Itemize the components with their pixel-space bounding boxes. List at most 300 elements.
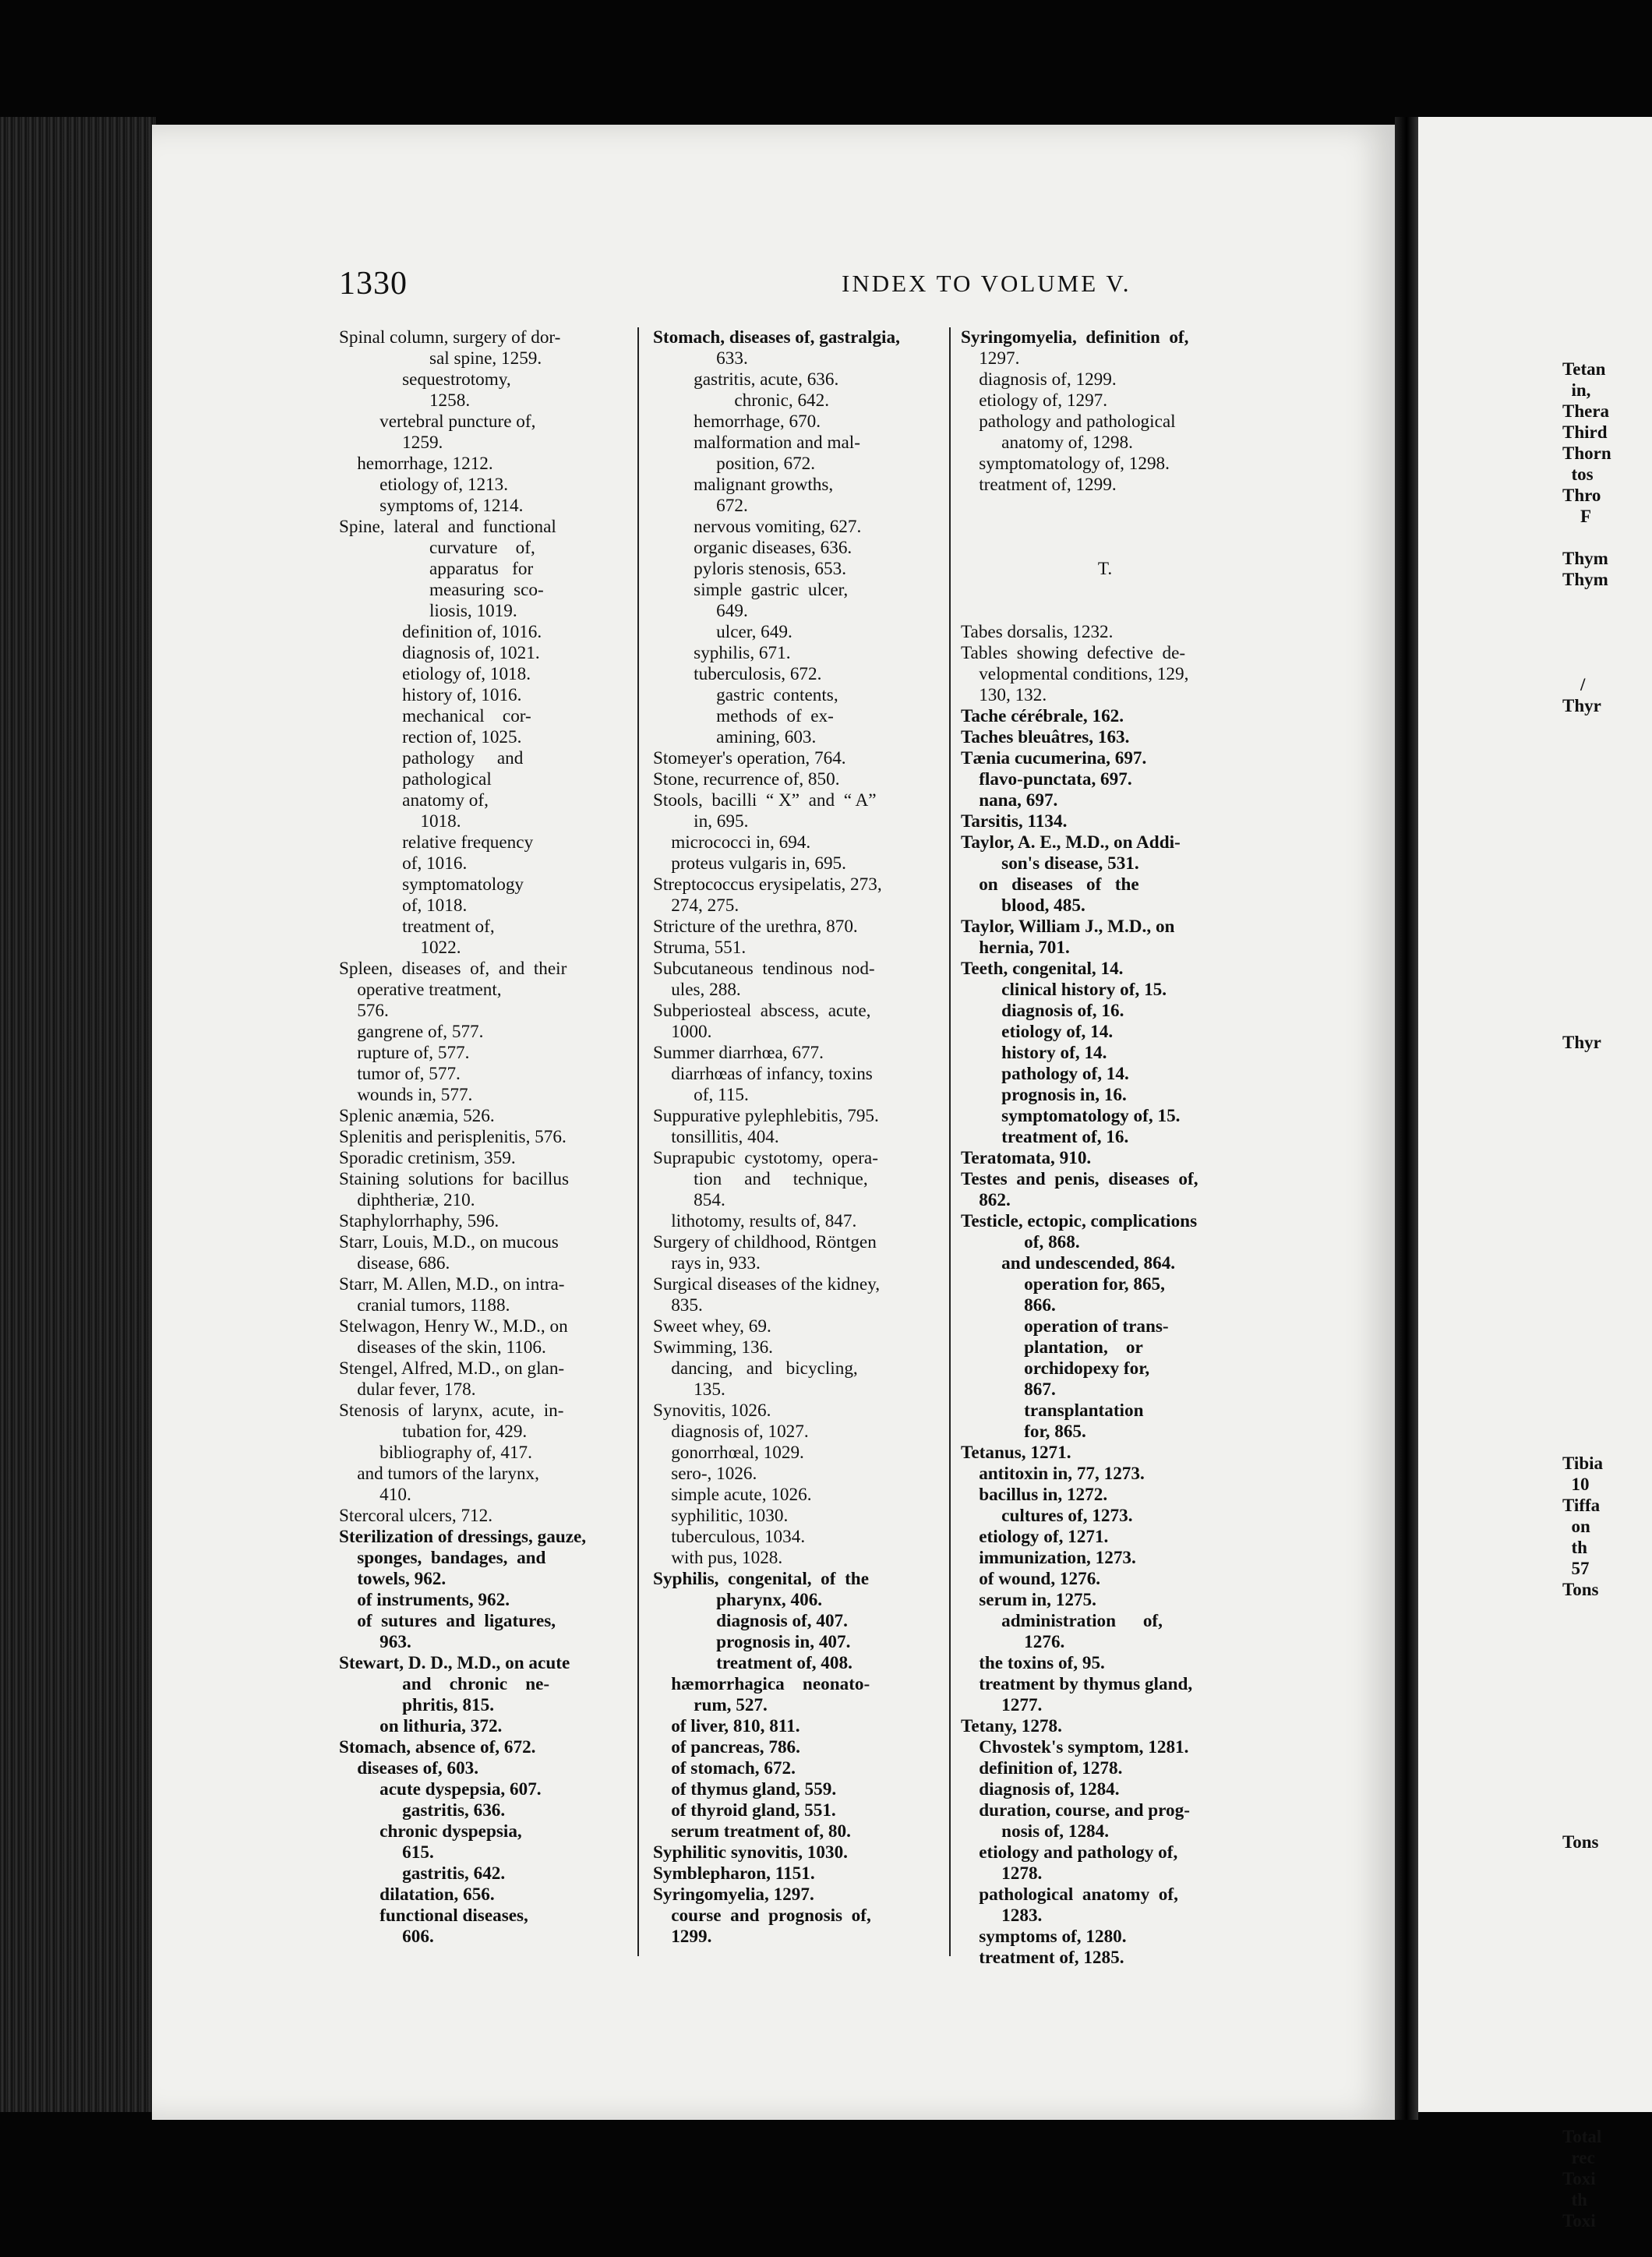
index-entry: organic diseases, 636. — [653, 538, 852, 558]
facing-page-fragment: F — [1562, 507, 1592, 526]
index-entry: etiology of, 1213. — [339, 475, 509, 495]
index-entry: rum, 527. — [653, 1695, 768, 1715]
index-entry: 867. — [961, 1379, 1056, 1400]
index-entry: of thyroid gland, 551. — [653, 1800, 836, 1821]
index-entry: of, 1018. — [339, 895, 468, 916]
index-entry: simple gastric ulcer, — [653, 580, 849, 600]
index-entry: syphilis, 671. — [653, 643, 791, 663]
index-entry: Suppurative pylephlebitis, 795. — [653, 1106, 879, 1126]
facing-page-fragment — [1562, 842, 1652, 864]
index-entry: treatment of, 1285. — [961, 1948, 1124, 1968]
facing-page-fragment — [1562, 1242, 1652, 1263]
index-entry: micrococci in, 694. — [653, 832, 811, 853]
index-entry: etiology of, 1297. — [961, 390, 1108, 411]
index-entry: Stercoral ulcers, 712. — [339, 1506, 493, 1526]
index-entry: of wound, 1276. — [961, 1569, 1101, 1589]
facing-page-fragment — [1562, 1895, 1652, 1916]
index-entry: in, 695. — [653, 811, 749, 832]
index-entry: Starr, Louis, M.D., on mucous — [339, 1232, 559, 1252]
index-entry: Stengel, Alfred, M.D., on glan- — [339, 1358, 565, 1379]
index-entry: symptomatology of, 15. — [961, 1106, 1181, 1126]
facing-page-fragment — [1562, 1621, 1652, 1642]
index-entry: Teeth, congenital, 14. — [961, 959, 1124, 979]
index-entry: 1018. — [339, 811, 461, 832]
index-entry: treatment of, 16. — [961, 1127, 1129, 1147]
facing-page-fragment — [1562, 737, 1652, 758]
facing-page-fragment — [1562, 1958, 1652, 1979]
facing-page-fragment — [1562, 2084, 1652, 2105]
index-entry: operation of trans- — [961, 1316, 1169, 1337]
facing-page-fragment: Third — [1562, 422, 1608, 442]
index-entry: bacillus in, 1272. — [961, 1485, 1108, 1505]
index-entry: 135. — [653, 1379, 725, 1400]
index-entry: disease, 686. — [339, 1253, 450, 1273]
index-entry: clinical history of, 15. — [961, 980, 1167, 1000]
facing-page-fragment — [1562, 1158, 1652, 1179]
index-entry: Stelwagon, Henry W., M.D., on — [339, 1316, 568, 1337]
index-entry: orchidopexy for, — [961, 1358, 1150, 1379]
index-entry: symptomatology of, 1298. — [961, 454, 1170, 474]
index-entry: lithotomy, results of, 847. — [653, 1211, 857, 1231]
index-entry: serum treatment of, 80. — [653, 1821, 851, 1842]
facing-page-fragment — [1562, 632, 1652, 653]
index-entry: Tetanus, 1271. — [961, 1443, 1071, 1463]
facing-page-fragment — [1562, 1221, 1652, 1242]
index-entry: Sporadic cretinism, 359. — [339, 1148, 516, 1168]
index-entry: rays in, 933. — [653, 1253, 761, 1273]
facing-page-fragment — [1562, 948, 1652, 969]
index-entry: nana, 697. — [961, 790, 1058, 811]
index-entry: bibliography of, 417. — [339, 1443, 532, 1463]
index-entry: 1000. — [653, 1022, 712, 1042]
index-entry: blood, 485. — [961, 895, 1085, 916]
index-entry: plantation, or — [961, 1337, 1143, 1358]
facing-page-fragment: 57 — [1562, 1559, 1590, 1578]
index-entry: functional diseases, — [339, 1906, 528, 1926]
facing-page-fragment — [1562, 1053, 1652, 1074]
index-entry: treatment of, — [339, 917, 495, 937]
facing-page-fragment: Toxi — [1562, 2169, 1596, 2188]
page-number: 1330 — [339, 266, 408, 302]
index-entry: cultures of, 1273. — [961, 1506, 1133, 1526]
index-entry: symptomatology — [339, 874, 524, 895]
index-entry: Staphylorrhaphy, 596. — [339, 1211, 499, 1231]
index-entry: Suprapubic cystotomy, opera- — [653, 1148, 878, 1168]
index-entry: and tumors of the larynx, — [339, 1464, 539, 1484]
facing-page-fragment — [1562, 1411, 1652, 1432]
facing-page-fragment — [1562, 2063, 1652, 2084]
facing-page-fragment — [1562, 1810, 1652, 1831]
index-entry: pathology of, 14. — [961, 1064, 1129, 1084]
facing-page-fragment: on — [1562, 1517, 1590, 1536]
facing-page-fragment — [1562, 1979, 1652, 2000]
facing-page-fragment: Thorn — [1562, 443, 1611, 463]
facing-page-fragment: Tiffa — [1562, 1496, 1601, 1515]
facing-page-fragment — [1562, 1011, 1652, 1032]
index-entry: 963. — [339, 1632, 411, 1652]
index-entry: pathological anatomy of, — [961, 1884, 1178, 1905]
index-entry: gastritis, 636. — [339, 1800, 506, 1821]
index-entry: treatment of, 1299. — [961, 475, 1117, 495]
index-entry: pathology and pathological — [961, 411, 1176, 432]
index-entry: Stone, recurrence of, 850. — [653, 769, 840, 789]
index-entry: ules, 288. — [653, 980, 741, 1000]
index-entry: Sterilization of dressings, gauze, — [339, 1527, 587, 1547]
index-entry: sequestrotomy, — [339, 369, 511, 390]
index-entry: operation for, 865, — [961, 1274, 1165, 1295]
facing-page-fragment — [1562, 1663, 1652, 1684]
facing-page-fragment: Tons — [1562, 1832, 1599, 1852]
facing-page-fragment — [1562, 1347, 1652, 1369]
index-entry: flavo-punctata, 697. — [961, 769, 1132, 789]
index-entry: symptoms of, 1280. — [961, 1927, 1127, 1947]
index-entry: Taylor, A. E., M.D., on Addi- — [961, 832, 1181, 853]
index-entry: of liver, 810, 811. — [653, 1716, 800, 1736]
index-entry: Tetany, 1278. — [961, 1716, 1062, 1736]
index-entry: methods of ex- — [653, 706, 834, 726]
index-entry: 1277. — [961, 1695, 1043, 1715]
index-entry: Surgery of childhood, Röntgen — [653, 1232, 877, 1252]
index-entry: 1259. — [339, 433, 443, 453]
index-entry: and undescended, 864. — [961, 1253, 1176, 1273]
index-entry: Syphilitic synovitis, 1030. — [653, 1842, 848, 1863]
index-entry: curvature of, — [339, 538, 535, 558]
facing-page-fragment — [1562, 1642, 1652, 1663]
index-entry: of thymus gland, 559. — [653, 1779, 837, 1800]
index-entry: pharynx, 406. — [653, 1590, 823, 1610]
index-entry: Splenitis and perisplenitis, 576. — [339, 1127, 567, 1147]
index-entry: son's disease, 531. — [961, 853, 1139, 874]
facing-page-fragment: 10 — [1562, 1475, 1590, 1494]
facing-page-fragment — [1562, 1305, 1652, 1326]
facing-page-fragment — [1562, 885, 1652, 906]
index-entry: Struma, 551. — [653, 938, 747, 958]
index-entry: Spine, lateral and functional — [339, 517, 556, 537]
index-entry: diagnosis of, 1027. — [653, 1422, 809, 1442]
index-entry: mechanical cor- — [339, 706, 531, 726]
index-entry: with pus, 1028. — [653, 1548, 783, 1568]
index-entry: Testicle, ectopic, complications — [961, 1211, 1198, 1231]
facing-page-fragment: in, — [1562, 380, 1591, 400]
facing-page-fragment — [1562, 1684, 1652, 1705]
index-entry: 606. — [339, 1927, 434, 1947]
facing-page-fragment — [1562, 779, 1652, 800]
index-entry: wounds in, 577. — [339, 1085, 473, 1105]
index-entry: etiology of, 1018. — [339, 664, 531, 684]
facing-page-entries — [1562, 359, 1652, 2231]
index-entry: course and prognosis of, — [653, 1906, 871, 1926]
index-entry: 1297. — [961, 348, 1020, 369]
index-entry: Streptococcus erysipelatis, 273, — [653, 874, 882, 895]
index-entry: Taylor, William J., M.D., on — [961, 917, 1175, 937]
facing-page-fragment — [1562, 1179, 1652, 1200]
facing-page-fragment: th — [1562, 1538, 1587, 1557]
index-entry: Chvostek's symptom, 1281. — [961, 1737, 1189, 1757]
facing-page-fragment: / — [1562, 675, 1586, 694]
index-column-1 — [339, 327, 627, 1948]
index-entry: sero-, 1026. — [653, 1464, 757, 1484]
facing-page-fragment — [1562, 1074, 1652, 1095]
facing-page-fragment: rec — [1562, 2148, 1595, 2167]
index-entry: hemorrhage, 1212. — [339, 454, 493, 474]
index-entry: malformation and mal- — [653, 433, 860, 453]
index-entry: gastritis, acute, 636. — [653, 369, 839, 390]
index-entry: hernia, 701. — [961, 938, 1070, 958]
facing-page-fragment — [1562, 1937, 1652, 1958]
facing-page-fragment — [1562, 1390, 1652, 1411]
index-entry: and chronic ne- — [339, 1674, 550, 1694]
index-entry: towels, 962. — [339, 1569, 447, 1589]
index-entry: immunization, 1273. — [961, 1548, 1136, 1568]
index-entry: etiology of, 14. — [961, 1022, 1114, 1042]
index-entry: 274, 275. — [653, 895, 740, 916]
index-entry: etiology and pathology of, — [961, 1842, 1178, 1863]
index-entry: simple acute, 1026. — [653, 1485, 812, 1505]
facing-page-fragment — [1562, 1705, 1652, 1726]
facing-page-fragment: Thro — [1562, 486, 1601, 505]
index-entry: 672. — [653, 496, 748, 516]
index-entry: tuberculous, 1034. — [653, 1527, 806, 1547]
index-entry: Stools, bacilli “ X” and “ A” — [653, 790, 877, 811]
index-entry: 633. — [653, 348, 748, 369]
index-entry: of instruments, 962. — [339, 1590, 510, 1610]
index-entry: Synovitis, 1026. — [653, 1400, 771, 1421]
index-entry: rupture of, 577. — [339, 1043, 470, 1063]
facing-page-fragment — [1562, 800, 1652, 821]
index-entry: Stricture of the urethra, 870. — [653, 917, 858, 937]
index-entry: tubation for, 429. — [339, 1422, 528, 1442]
facing-page-fragment: Thera — [1562, 401, 1610, 421]
index-entry: Taches bleuâtres, 163. — [961, 727, 1130, 747]
facing-page-fragment — [1562, 1326, 1652, 1347]
index-entry: nosis of, 1284. — [961, 1821, 1110, 1842]
index-entry: 1278. — [961, 1863, 1043, 1884]
index-entry: liosis, 1019. — [339, 601, 517, 621]
index-entry: 835. — [653, 1295, 703, 1316]
index-entry: prognosis in, 16. — [961, 1085, 1127, 1105]
index-entry: etiology of, 1271. — [961, 1527, 1109, 1547]
index-entry: 1276. — [961, 1632, 1065, 1652]
facing-page-fragment — [1562, 1284, 1652, 1305]
index-entry: anatomy of, 1298. — [961, 433, 1133, 453]
facing-page-fragment — [1562, 1916, 1652, 1937]
index-entry: 1258. — [339, 390, 471, 411]
index-entry: of sutures and ligatures, — [339, 1611, 556, 1631]
index-entry: Teratomata, 910. — [961, 1148, 1092, 1168]
index-entry — [961, 517, 1249, 538]
index-entry: gastric contents, — [653, 685, 838, 705]
index-entry: duration, course, and prog- — [961, 1800, 1190, 1821]
facing-page-fragment — [1562, 1137, 1652, 1158]
index-entry: of, 115. — [653, 1085, 749, 1105]
index-entry: pathological — [339, 769, 492, 789]
facing-page-fragment — [1562, 758, 1652, 779]
index-entry: diagnosis of, 1021. — [339, 643, 540, 663]
index-entry: sponges, bandages, and — [339, 1548, 546, 1568]
index-entry: of stomach, 672. — [653, 1758, 796, 1778]
facing-page-fragment — [1562, 653, 1652, 674]
index-entry: Tache cérébrale, 162. — [961, 706, 1124, 726]
index-entry: chronic dyspepsia, — [339, 1821, 522, 1842]
index-entry: Syringomyelia, definition of, — [961, 327, 1189, 348]
facing-page-fragment — [1562, 1200, 1652, 1221]
index-entry: on diseases of the — [961, 874, 1139, 895]
index-entry: Tabes dorsalis, 1232. — [961, 622, 1114, 642]
facing-page-fragment: Thyr — [1562, 696, 1601, 715]
index-entry: 854. — [653, 1190, 725, 1210]
book-gutter — [1395, 117, 1418, 2120]
index-entry: Stewart, D. D., M.D., on acute — [339, 1653, 570, 1673]
facing-page-fragment: th — [1562, 2190, 1587, 2209]
index-entry: anatomy of, — [339, 790, 489, 811]
index-entry: the toxins of, 95. — [961, 1653, 1105, 1673]
index-entry: diagnosis of, 16. — [961, 1001, 1124, 1021]
index-entry: relative frequency — [339, 832, 534, 853]
section-letter: T. — [1097, 559, 1113, 579]
index-entry: gastritis, 642. — [339, 1863, 506, 1884]
index-entry: prognosis in, 407. — [653, 1632, 851, 1652]
index-entry: 1299. — [653, 1927, 712, 1947]
index-entry: diagnosis of, 1299. — [961, 369, 1117, 390]
index-entry: dilatation, 656. — [339, 1884, 495, 1905]
facing-page-fragment — [1562, 611, 1652, 632]
facing-page-fragment — [1562, 1369, 1652, 1390]
index-entry: 410. — [339, 1485, 411, 1505]
index-entry: Swimming, 136. — [653, 1337, 773, 1358]
index-entry: treatment by thymus gland, — [961, 1674, 1193, 1694]
facing-page-fragment — [1562, 927, 1652, 948]
index-entry: for, 865. — [961, 1422, 1086, 1442]
index-entry: Symblepharon, 1151. — [653, 1863, 815, 1884]
index-entry: history of, 14. — [961, 1043, 1107, 1063]
facing-page-fragment — [1562, 716, 1652, 737]
index-entry: symptoms of, 1214. — [339, 496, 524, 516]
index-entry: 615. — [339, 1842, 434, 1863]
index-entry: Sweet whey, 69. — [653, 1316, 771, 1337]
index-entry: Stomach, absence of, 672. — [339, 1737, 536, 1757]
index-entry: nervous vomiting, 627. — [653, 517, 862, 537]
index-entry: Syphilis, congenital, of the — [653, 1569, 869, 1589]
index-entry — [961, 580, 1249, 601]
facing-page-fragment: Thym — [1562, 549, 1608, 568]
facing-page-fragment — [1562, 1600, 1652, 1621]
index-entry: history of, 1016. — [339, 685, 522, 705]
index-entry: antitoxin in, 77, 1273. — [961, 1464, 1145, 1484]
index-entry: Surgical diseases of the kidney, — [653, 1274, 881, 1295]
facing-page-fragment — [1562, 1263, 1652, 1284]
index-entry: tuberculosis, 672. — [653, 664, 822, 684]
index-entry: acute dyspepsia, 607. — [339, 1779, 542, 1800]
index-entry: diseases of, 603. — [339, 1758, 479, 1778]
index-column-3 — [961, 327, 1249, 1969]
facing-page-fragment — [1562, 2021, 1652, 2042]
index-entry: 1283. — [961, 1906, 1043, 1926]
facing-page-fragment: Toxi — [1562, 2211, 1596, 2231]
index-entry: ulcer, 649. — [653, 622, 792, 642]
facing-page-fragment — [1562, 2042, 1652, 2063]
index-entry: measuring sco- — [339, 580, 544, 600]
index-entry: Subcutaneous tendinous nod- — [653, 959, 875, 979]
index-entry: 862. — [961, 1190, 1011, 1210]
facing-page-fragment — [1562, 821, 1652, 842]
index-entry: tumor of, 577. — [339, 1064, 461, 1084]
index-entry: definition of, 1016. — [339, 622, 542, 642]
index-entry: phritis, 815. — [339, 1695, 495, 1715]
facing-page-fragment — [1562, 906, 1652, 927]
index-entry: apparatus for — [339, 559, 534, 579]
index-entry: vertebral puncture of, — [339, 411, 536, 432]
facing-page-fragment — [1562, 1789, 1652, 1810]
book-page-edges — [0, 117, 156, 2112]
index-entry: hemorrhage, 670. — [653, 411, 821, 432]
index-entry: position, 672. — [653, 454, 816, 474]
index-entry: operative treatment, — [339, 980, 502, 1000]
index-entry: Spleen, diseases of, and their — [339, 959, 567, 979]
index-entry: hæmorrhagica neonato- — [653, 1674, 870, 1694]
index-entry: on lithuria, 372. — [339, 1716, 503, 1736]
facing-page-fragment: Total — [1562, 2127, 1602, 2146]
index-entry: velopmental conditions, 129, — [961, 664, 1189, 684]
index-entry: proteus vulgaris in, 695. — [653, 853, 846, 874]
index-entry: transplantation — [961, 1400, 1144, 1421]
index-entry: of pancreas, 786. — [653, 1737, 800, 1757]
index-entry: malignant growths, — [653, 475, 834, 495]
index-entry: chronic, 642. — [653, 390, 830, 411]
index-entry: tion and technique, — [653, 1169, 868, 1189]
index-entry: gangrene of, 577. — [339, 1022, 484, 1042]
index-entry: gonorrhœal, 1029. — [653, 1443, 804, 1463]
index-entry: Tænia cucumerina, 697. — [961, 748, 1147, 768]
index-entry: Staining solutions for bacillus — [339, 1169, 569, 1189]
index-entry: Subperiosteal abscess, acute, — [653, 1001, 871, 1021]
index-entry: 649. — [653, 601, 748, 621]
facing-page-fragment — [1562, 1874, 1652, 1895]
index-entry: cranial tumors, 1188. — [339, 1295, 510, 1316]
facing-page-fragment: Tons — [1562, 1580, 1599, 1599]
facing-page-fragment — [1562, 2000, 1652, 2021]
facing-page-fragment — [1562, 1768, 1652, 1789]
facing-page-fragment — [1562, 527, 1652, 548]
index-entry: Splenic anæmia, 526. — [339, 1106, 495, 1126]
page-header — [187, 265, 1333, 312]
index-entry: 866. — [961, 1295, 1056, 1316]
index-entry: 130, 132. — [961, 685, 1047, 705]
index-entry: administration of, — [961, 1611, 1163, 1631]
index-entry: diagnosis of, 407. — [653, 1611, 848, 1631]
facing-page-fragment: tos — [1562, 464, 1594, 484]
index-entry: amining, 603. — [653, 727, 817, 747]
facing-page-fragment — [1562, 1747, 1652, 1768]
facing-page-fragment — [1562, 1853, 1652, 1874]
index-entry: Stomeyer's operation, 764. — [653, 748, 846, 768]
facing-page-fragment — [1562, 1095, 1652, 1116]
running-title: INDEX TO VOLUME V. — [842, 270, 1131, 297]
index-entry: syphilitic, 1030. — [653, 1506, 789, 1526]
index-entry: treatment of, 408. — [653, 1653, 852, 1673]
index-entry — [961, 601, 1249, 622]
facing-page-fragment — [1562, 969, 1652, 990]
index-entry: sal spine, 1259. — [339, 348, 542, 369]
column-rule-left — [637, 327, 639, 1956]
facing-page-fragment — [1562, 2105, 1652, 2126]
index-entry: Summer diarrhœa, 677. — [653, 1043, 824, 1063]
index-entry: Testes and penis, diseases of, — [961, 1169, 1198, 1189]
index-entry — [961, 496, 1249, 517]
index-entry: serum in, 1275. — [961, 1590, 1096, 1610]
index-entry: rection of, 1025. — [339, 727, 522, 747]
facing-page-fragment: Tetan — [1562, 359, 1606, 379]
index-entry: pyloris stenosis, 653. — [653, 559, 846, 579]
